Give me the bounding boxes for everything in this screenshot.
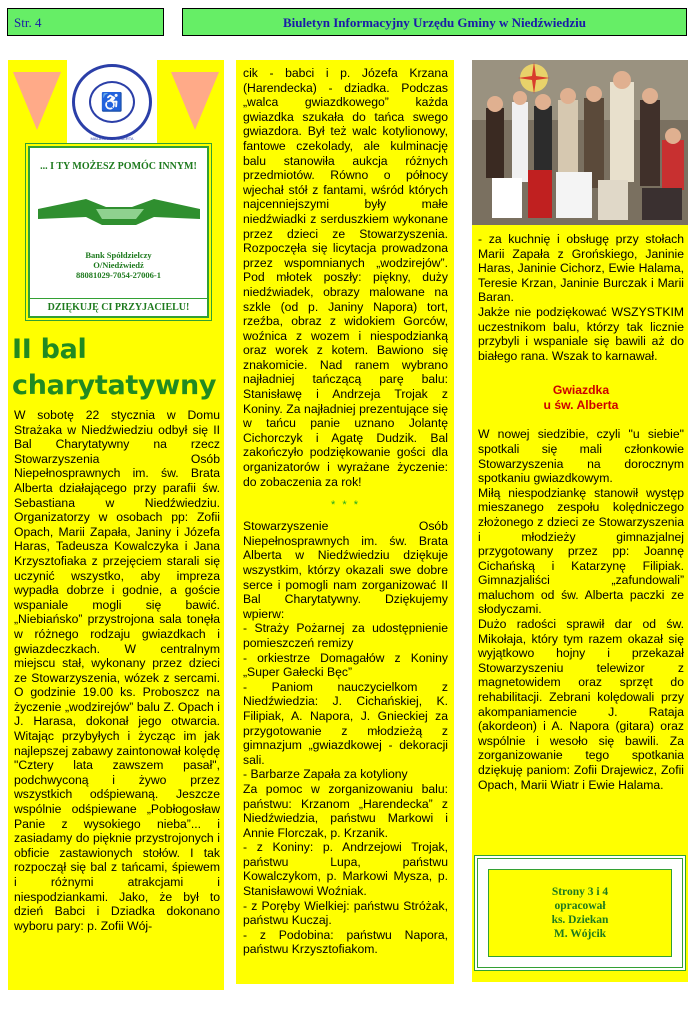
ad-headline: ... I TY MOŻESZ POMÓC INNYM! [40,161,197,172]
section-divider: * * * [331,499,360,512]
credit-line: Strony 3 i 4 [551,886,609,898]
gwiazdka-paragraph: Miłą niespodziankę stanowił występ mieszanego zespołu kolędniczego złożonego z dzieci ze Stowarzyszenia i młodzieży gimnazjalnej przygotowany przez pp: Joannę Cichańską i Katarzynę Filipiak. Gimnazjaliści „zafundowali” maluchom od św. Alberta paczki ze słodyczami. [478,485,684,617]
thanks-continued: - za kuchnię i obsługę przy stołach Marii Zapała z Grońskiego, Janinie Haras, Janinie Cichorz, Ewie Halama, Teresie Krzan, Janinie Burczak i Marii Baran. [478,232,684,305]
ad-bank-name: Bank Spółdzielczy [85,250,152,260]
credit-box [474,855,686,971]
triangle-decoration-right [171,72,219,130]
gwiazdka-paragraph: Dużo radości sprawił dar od św. Mikołaja, który tym razem okazał się wyjątkowo hojny i przekazał Stowarzyszeniu telewizor z magnetowidem oraz sprzęt do rehabilitacji. Zebrani kolędowali przy akompaniamencie J. Rataja (akordeon) i A. Napora (gitara) oraz wspólnie i wesoło się bawili. Za zorganizowanie tego spotkania dziękuję paniom: Zofii Drajewicz, Zofii Opach, Marii Wiatr i Ewie Halama. [478,617,684,792]
thanks-item: - Barbarze Zapała za kotyliony [243,767,408,782]
thanks-item: - Straży Pożarnej za udostępnienie pomieszczeń remizy [243,621,448,650]
column-1 [8,60,224,990]
triangle-decoration-left [13,72,61,130]
section-title-gwiazdka [478,383,684,413]
article-body-col2: cik - babci i p. Józefa Krzana (Harendecka) - dziadka. Podczas „walca gwiazdkowego” każda gwiazdka szukała do tańca swego gwiazdora. Był też walc kotylionowy, fantowe czekolady, ale kulminację balu stanowiła aukcja różnych przedmiotów. Równo o północy wjechał stół z fantami, wśród których najcenniejszymi były małe niedźwiadki z serduszkiem wykonane przez dzieci ze Stowarzyszenia. Rozpoczęła się licytacja prowadzona przez wspomnianych „wodzirejów”. Pod młotek poszły: piękny, duży niedźwiadek, obrazy malowane na szkle (od p. Janiny Napora) tort, rzeźba, obraz z widokiem Gorców, woźnica z wozem i niespodzianką oraz worek z kotem. Bawiono się znakomicie. Nad ranem wybrano najładniej tańczącą parę balu: Stanisławę i Andrzeja Trojak z Koniny. Za najładniej prezentujące się w tańcu panie uznano Jolantę Cichorczyk i Agatę Dudzik. Bal zakończyło podziękowanie gości dla organizatorów i wyrażane życzenie: do zobaczenia za rok! [243,66,448,489]
ad-account-number: 88081029-7054-27006-1 [76,270,161,280]
credit-line: ks. Dziekan [551,914,609,926]
thanks-item: - Paniom nauczycielkom z Niedźwiedzia: J. Cichańskiej, K. Filipiak, A. Napora, J. Gnieckiej za przygotowanie z młodzieżą z gimnazjum „gwiazdkowej - dekoracji sali. [243,679,448,767]
thanks-item: - z Podobina: państwu Napora, państwu Krzysztofiakom. [243,927,448,957]
credit-line: opracował [554,900,606,912]
gwiazdka-title-line2: u św. Alberta [543,398,619,413]
thanks-closing: Jakże nie podziękować WSZYSTKIM uczestnikom balu, którzy tak licznie przybyli i wspaniale się bawili aż do białego rana. Wszak to karnawał. [478,304,684,363]
thanks-item: - z Koniny: p. Andrzejowi Trojak, państwu Lupa, państwu Kowalczykom, p. Markowi Mysza, p. Stanisławowi Woźniak. [243,840,448,899]
thanks-intro: Stowarzyszenie Osób Niepełnosprawnych im. św. Brata Alberta w Niedźwiedziu dziękuje wszystkim, którzy okazali swe dobre serce i pomogli nam zorganizować II Bal Charytatywny. Dziękujemy wpierw: [243,519,448,621]
gwiazdka-paragraph: W nowej siedzibie, czyli "u siebie" spotkali się mali członkowie Stowarzyszenia na dorocznym spotkaniu gwiazdkowym. [478,427,684,486]
wheelchair-icon: ♿ [89,81,135,123]
thanks-item: - z Poręby Wielkiej: państwu Stróżak, państwu Kuczaj. [243,898,448,928]
thanks-item: Za pomoc w zorganizowaniu balu: państwu: Krzanom „Harendecka” z Niedźwiedzia, państwu Markowi i Annie Florczak, p. Krzanik. [243,781,448,840]
page-number: Str. 4 [7,8,164,36]
thanks-item: - orkiestrze Domagałów z Koniny „Super Gałecki Bęc” [243,650,448,680]
ad-bank-branch: O/Niedźwiedź [93,260,144,270]
ad-footer: DZIĘKUJĘ CI PRZYJACIELU! [30,298,207,316]
bulletin-title: Biuletyn Informacyjny Urzędu Gminy w Niedźwiedziu [182,8,687,36]
article-title: II bal charytatywny [12,334,217,401]
association-logo [67,60,157,144]
column-2 [236,60,454,984]
gwiazdka-title-line1: Gwiazdka [552,383,610,398]
column-3 [472,60,688,982]
logo-caption: MAŁA BRATA ALBERTA [90,135,134,141]
carolers-photo [472,60,688,225]
handshake-icon [36,179,202,235]
donation-ad [28,146,209,318]
credit-line: M. Wójcik [553,928,607,940]
article-body-col1: W sobotę 22 stycznia w Domu Strażaka w Niedźwiedziu odbył się II Bal Charytatywny na rzecz Stowarzyszenia Osób Niepełnosprawnych im. św. Brata Alberta działającego przy parafii św. Sebastiana w Niedźwiedziu. Organizatorzy w osobach pp: Zofii Opach, Marii Zapała, Janiny i Józefa Haras, Tadeusza Kowalczyka i Jana Krzysztofiaka z przejęciem starali się uczynić wszystko, aby impreza wypadła dobrze i godnie, a goście wspaniale mogli się bawić. „Niebiańsko” przystrojona sala tonęła w różnego rodzaju gwiazdkach i gwiazdeczkach. W centralnym miejscu stał, wykonany przez dzieci ze Stowarzyszenia, wózek z sercami. O godzinie 19.00 ks. Proboszcz na życzenie „wodzirejów” balu Z. Opach i J. Harasa, dokonał jego otwarcia. Witając przybyłych i życząc im jak najlepszej zabawy zaintonował kolędę "Cztery lata zawszem pasał", podchwyconą i żywo przez wszystkich odśpiewaną. Jeszcze wspólnie odśpiewane „Pobłogosław Panie z wysokiego nieba”... i zasiadamy do pięknie przystrojonych i obficie zastawionych stołów. I tak rozpoczął się bal z tańcami, śpiewem i różnymi atrakcjami i niespodziankami. Jako, że był to dzień Babci i Dziadka dokonano wyboru pary: p. Zofii Wój- [14,408,220,933]
